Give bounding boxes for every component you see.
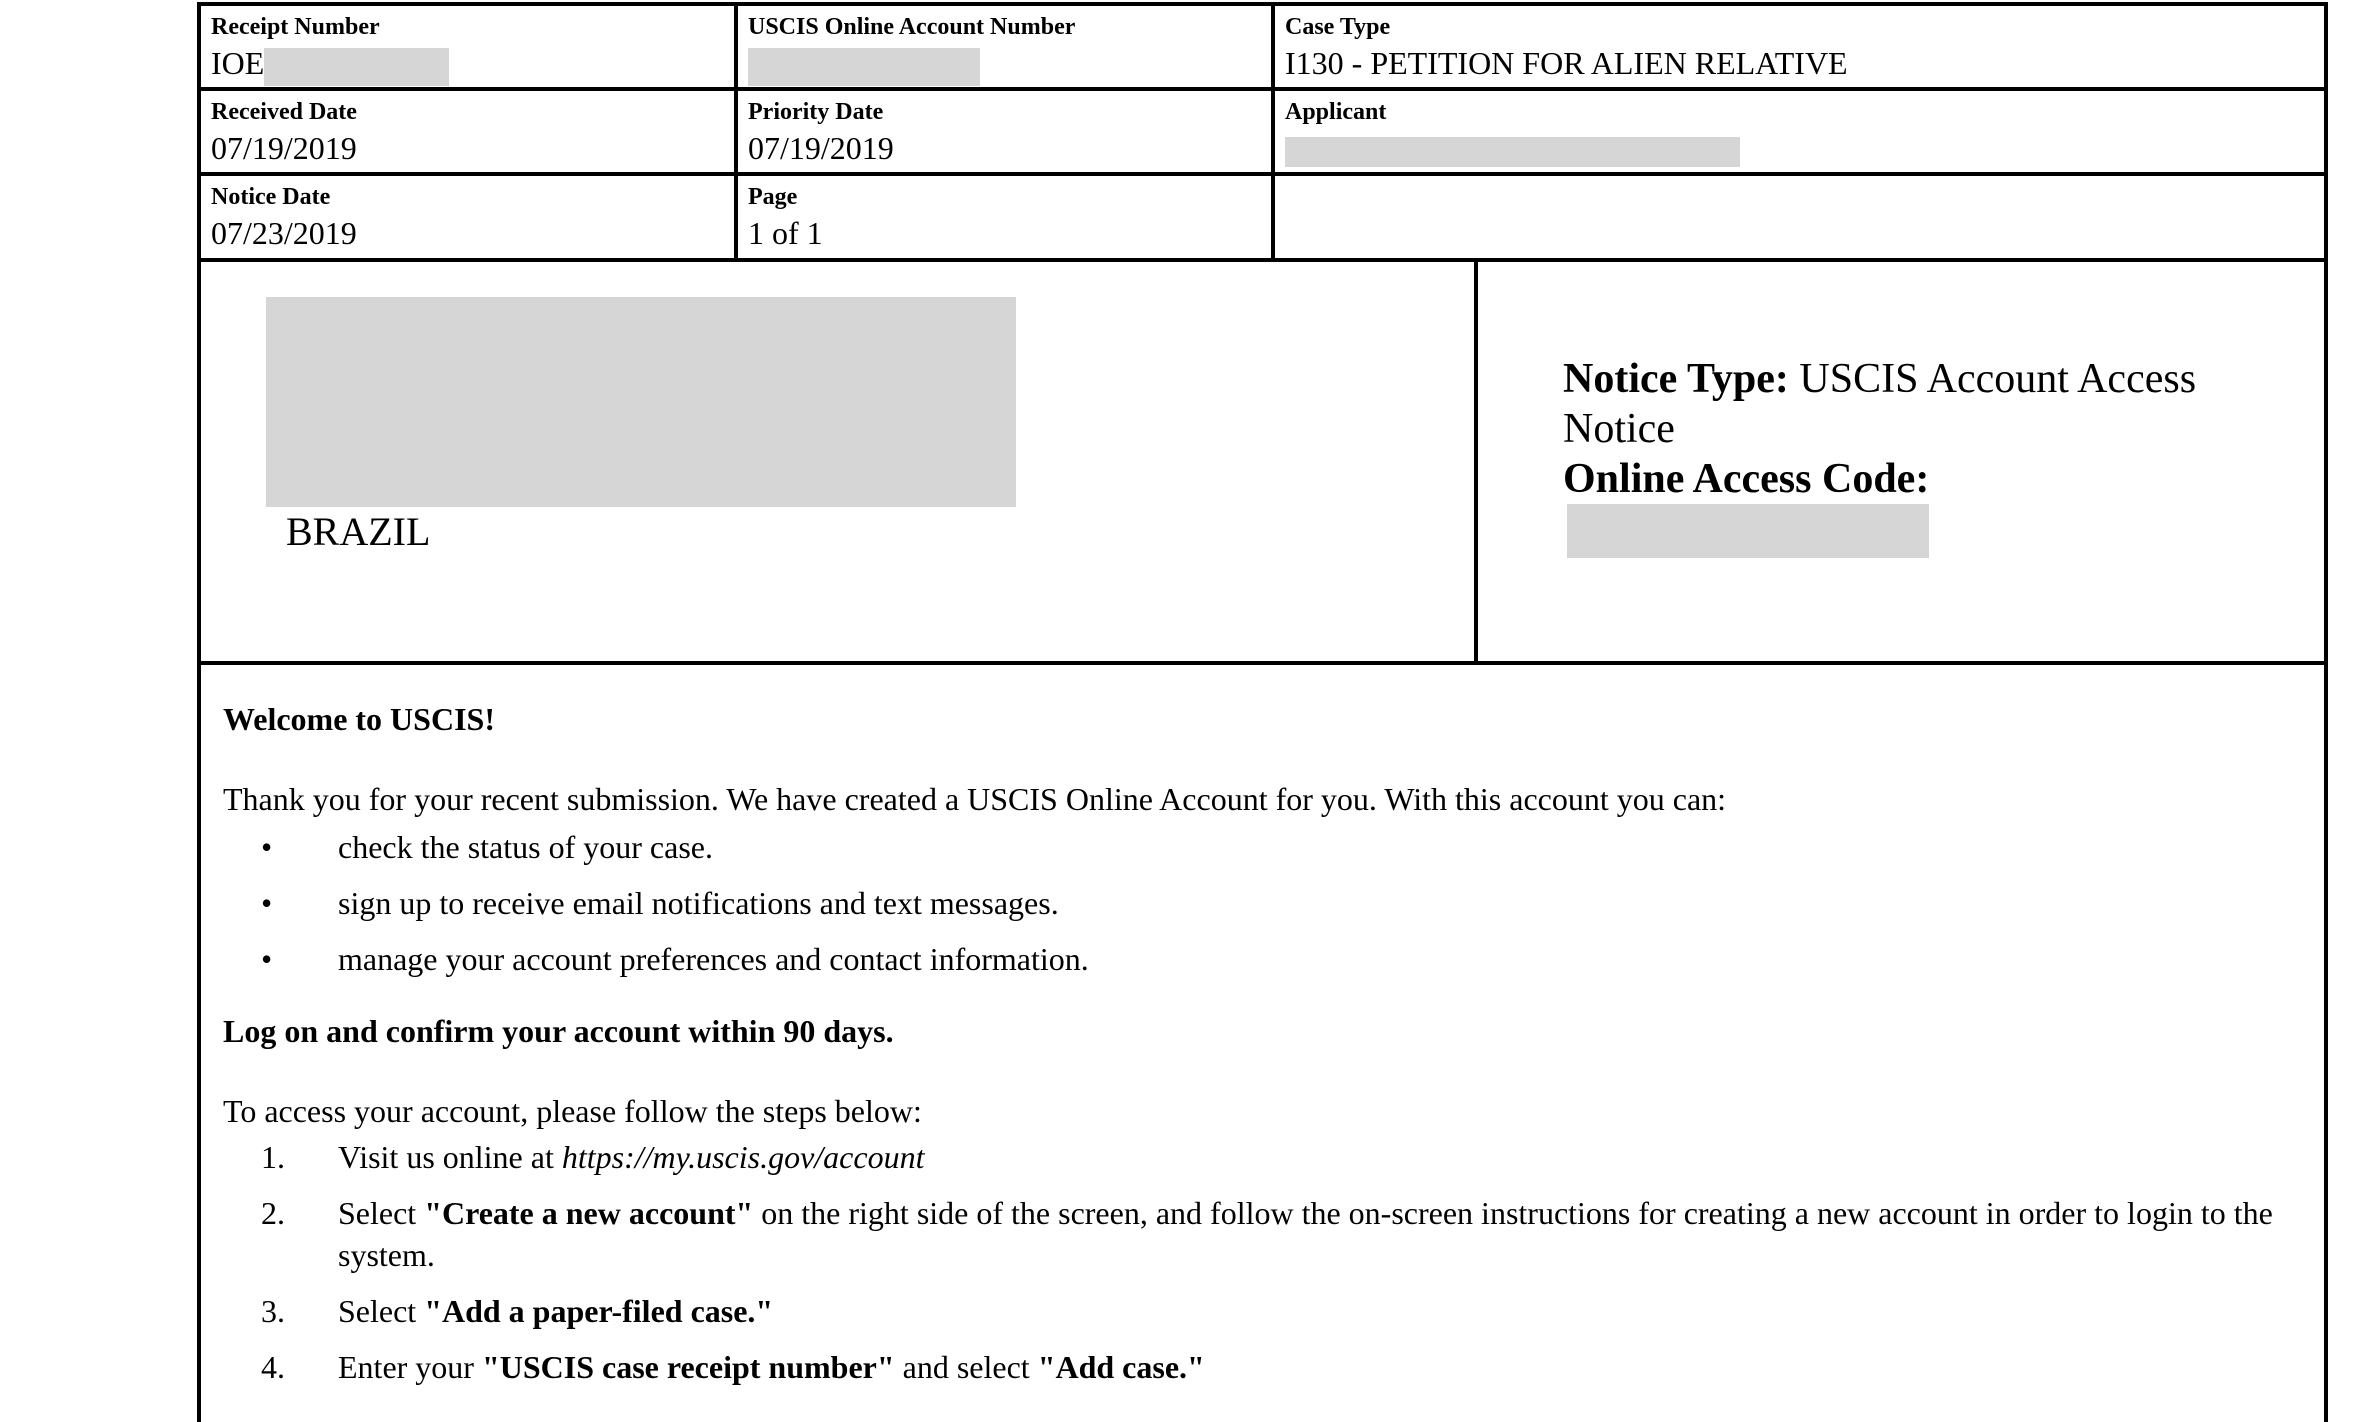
page-value: 1 of 1: [748, 215, 823, 251]
address-notice-row: [201, 259, 2324, 665]
redaction-bar: [264, 48, 449, 86]
online-account-number-cell: [738, 6, 1275, 87]
intro-paragraph: Thank you for your recent submission. We have created a USCIS Online Account for you. With this account you can:: [223, 781, 1727, 817]
bullet-icon: •: [261, 829, 273, 865]
bullet-icon: •: [261, 941, 273, 977]
notice-document: [197, 2, 2328, 1422]
account-url-link[interactable]: https://my.uscis.gov/account: [561, 1139, 925, 1175]
applicant-cell: [1275, 91, 2324, 172]
notice-date-cell: [201, 176, 738, 258]
notice-info: [1563, 354, 2263, 558]
case-type-cell: [1275, 6, 2324, 87]
notice-date-label: Notice Date: [211, 184, 331, 210]
access-code-redaction: [1567, 504, 1929, 558]
priority-date-cell: [738, 91, 1275, 172]
online-access-code-label: Online Access Code:: [1563, 456, 1930, 502]
case-type-label: Case Type: [1285, 14, 1391, 40]
page-cell: [738, 176, 1275, 258]
steps-list: [223, 1136, 2294, 1388]
receipt-number-label: Receipt Number: [211, 14, 380, 40]
online-account-number-label: USCIS Online Account Number: [748, 14, 1076, 40]
address-country: BRAZIL: [286, 509, 431, 554]
bullet-icon: •: [261, 885, 273, 921]
notice-body: [223, 698, 2294, 1402]
redaction-bar: [748, 48, 980, 86]
notice-type: [1563, 354, 2263, 454]
notice-type-label: Notice Type:: [1563, 356, 1789, 402]
received-date-value: 07/19/2019: [211, 130, 357, 166]
online-access-code: [1563, 454, 2263, 558]
empty-cell: [1275, 176, 2324, 258]
receipt-number-cell: [201, 6, 738, 87]
notice-type-value: USCIS Account Access Notice: [1563, 356, 2197, 452]
step-item: 3. Select "Add a paper-filed case.": [261, 1293, 774, 1329]
step-item: 2. Select "Create a new account" on the right side of the screen, and follow the on-screen instructions for creating a new account in order to login to the system.: [261, 1195, 2273, 1273]
list-item: • sign up to receive email notifications and text messages.: [223, 882, 2294, 924]
confirm-heading: Log on and confirm your account within 90 days.: [223, 1013, 894, 1049]
benefits-list: [223, 826, 2294, 980]
applicant-label: Applicant: [1285, 99, 1387, 125]
steps-intro: To access your account, please follow the steps below:: [223, 1093, 922, 1129]
online-account-number-value: [748, 44, 1261, 86]
notice-date-value: 07/23/2019: [211, 215, 357, 251]
list-item: • manage your account preferences and contact information.: [223, 938, 2294, 980]
step-item: 4. Enter your "USCIS case receipt number" and select "Add case.": [261, 1349, 1205, 1385]
page-label: Page: [748, 184, 798, 210]
list-item: • check the status of your case.: [223, 826, 2294, 868]
header-row-2: [201, 91, 2324, 176]
received-date-label: Received Date: [211, 99, 357, 125]
redaction-bar: [1285, 137, 1740, 167]
case-type-value: I130 - PETITION FOR ALIEN RELATIVE: [1285, 45, 1848, 81]
priority-date-label: Priority Date: [748, 99, 884, 125]
mailing-address-box: [201, 259, 1478, 661]
step-item: 1. Visit us online at https://my.uscis.gov/account: [261, 1139, 925, 1175]
priority-date-value: 07/19/2019: [748, 130, 894, 166]
received-date-cell: [201, 91, 738, 172]
header-row-1: [201, 6, 2324, 91]
receipt-number-value: IOE: [211, 44, 724, 86]
header-row-3: [201, 176, 2324, 262]
applicant-value: [1285, 129, 2314, 167]
welcome-heading: Welcome to USCIS!: [223, 701, 495, 737]
address-redaction: [266, 297, 1016, 507]
